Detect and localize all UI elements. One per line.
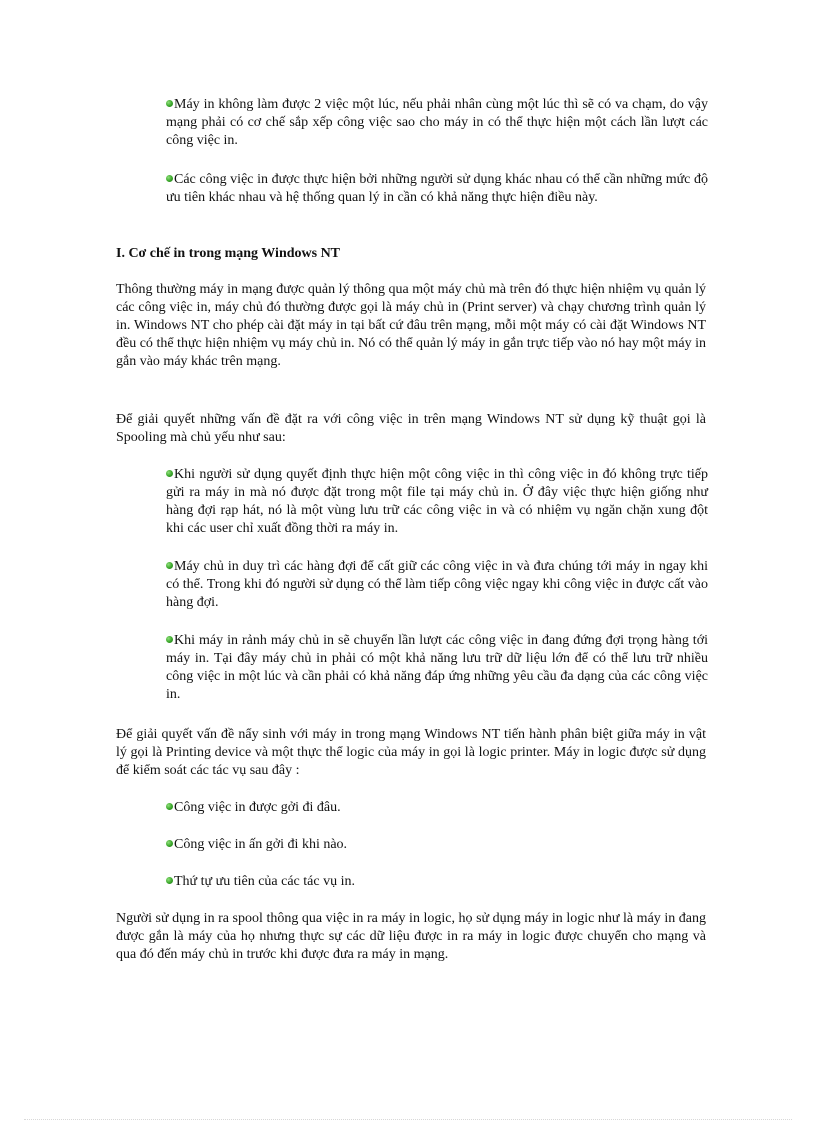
bullet-text: Công việc in ấn gởi đi khi nào.: [174, 837, 348, 852]
bullet-text: Công việc in được gởi đi đâu.: [174, 800, 341, 815]
bullet-item: [166, 873, 708, 891]
bullet-item: [166, 96, 708, 150]
page-bottom-divider: [24, 1119, 792, 1120]
bullet-dot-icon: [166, 877, 173, 884]
bullet-dot-icon: [166, 100, 173, 107]
bullet-text: Các công việc in được thực hiện bởi những người sử dụng khác nhau có thể cần những mức độ ưu tiên khác nhau và hệ thống quan lý in cần có khả năng thực hiện điều này.: [166, 172, 708, 205]
paragraph: Người sử dụng in ra spool thông qua việc in ra máy in logic, họ sử dụng máy in logic như là máy in đang được gắn là máy của họ nhưng thực sự các dữ liệu được in ra máy in logic được chuyển cho mạng và qua đó đến máy chủ in trước khi được đưa ra máy in mạng.: [116, 911, 706, 962]
bullet-dot-icon: [166, 175, 173, 182]
bullet-text: Máy chủ in duy trì các hàng đợi để cất giữ các công việc in và đưa chúng tới máy in ngay khi có thể. Trong khi đó người sử dụng có thể làm tiếp công việc ngay khi công việc in được cất vào hàng đợi.: [166, 559, 708, 610]
paragraph: Thông thường máy in mạng được quản lý thông qua một máy chủ mà trên đó thực hiện nhiệm vụ quản lý các công việc in, máy chủ đó thường được gọi là máy chủ in (Print server) và chạy chương trình quản lý in. Windows NT cho phép cài đặt máy in tại bất cứ đâu trên mạng, mỗi một máy có cài đặt Windows NT đều có thể thực hiện nhiệm vụ máy chủ in. Nó có thể quản lý máy in gắn trực tiếp vào nó hay một máy in gắn vào máy khác trên mạng.: [116, 282, 706, 369]
bullet-dot-icon: [166, 562, 173, 569]
bullet-text: Máy in không làm được 2 việc một lúc, nếu phải nhân cùng một lúc thì sẽ có va chạm, do vậy mạng phải có cơ chế sắp xếp công việc sao cho máy in có thể thực hiện một cách lần lượt các công việc in.: [166, 97, 708, 148]
paragraph: Để giải quyết những vấn đề đặt ra với công việc in trên mạng Windows NT sử dụng kỹ thuật gọi là Spooling mà chủ yếu như sau:: [116, 412, 706, 445]
bullet-item: [166, 799, 708, 817]
section-heading: I. Cơ chế in trong mạng Windows NT: [116, 246, 341, 261]
bullet-item: [166, 632, 708, 704]
bullet-dot-icon: [166, 803, 173, 810]
bullet-dot-icon: [166, 636, 173, 643]
bullet-text: Khi người sử dụng quyết định thực hiện một công việc in thì công việc in đó không trực tiếp gửi ra máy in mà nó được đặt trong một file tại máy chủ in. Ở đây việc thực hiện giống như hàng đợi rạp hát, nó là một vùng lưu trữ các công việc in và có nhiệm vụ ngăn chặn xung đột khi các user chỉ xuất đồng thời ra máy in.: [166, 467, 708, 536]
bullet-text: Thứ tự ưu tiên của các tác vụ in.: [174, 874, 355, 889]
bullet-text: Khi máy in rảnh máy chủ in sẽ chuyển lần lượt các công việc in đang đứng đợi trọng hàng tới máy in. Tại đây máy chủ in phải có một khả năng lưu trữ dữ liệu lớn để có thể lưu trữ nhiều công việc in một lúc và cần phải có khả năng đáp ứng những yêu cầu đa dạng của các công việc in.: [166, 633, 708, 702]
bullet-item: [166, 836, 708, 854]
paragraph: Để giải quyết vấn đề nẩy sinh với máy in trong mạng Windows NT tiến hành phân biệt giữa máy in vật lý gọi là Printing device và một thực thể logic của máy in gọi là logic printer. Máy in logic được sử dụng để kiểm soát các tác vụ sau đây :: [116, 727, 706, 778]
bullet-item: [166, 466, 708, 538]
bullet-dot-icon: [166, 840, 173, 847]
bullet-dot-icon: [166, 470, 173, 477]
bullet-item: [166, 171, 708, 207]
bullet-item: [166, 558, 708, 612]
